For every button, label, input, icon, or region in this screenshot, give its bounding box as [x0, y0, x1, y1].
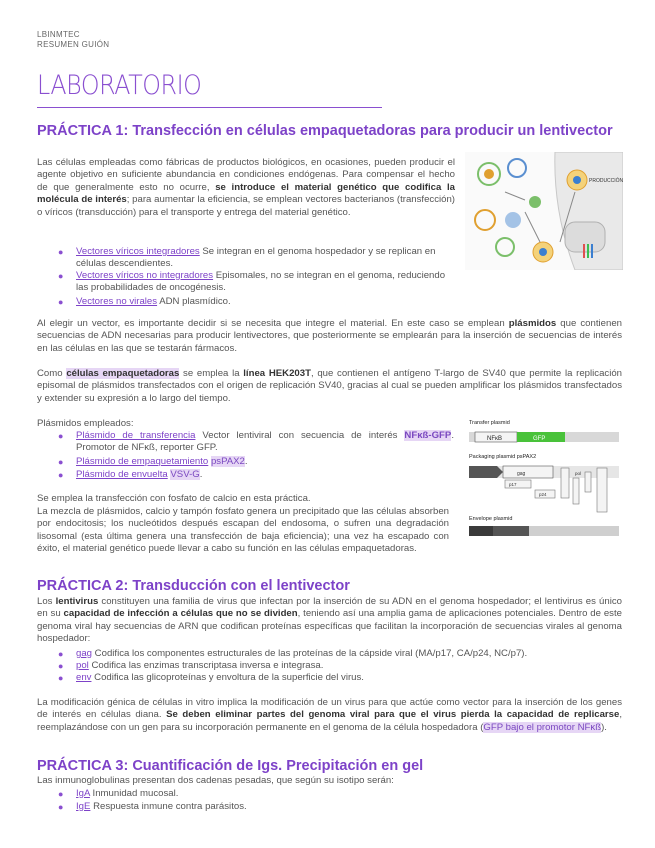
- envelope-plasmid-label: Envelope plasmid: [469, 516, 513, 522]
- list-item: ● IgA Inmunidad mucosal.: [58, 788, 179, 799]
- list-item: ● Vectores víricos integradores Se integran en el genoma hospedador y se replican en células descendientes.: [58, 246, 436, 270]
- practica-2-para-1: Los lentivirus constituyen una familia de virus que infectan por la inserción de su ADN en el genoma hospedador; el lentivirus es único en su capacidad de infección a células que no se dividen, teniendo así una amplia gama de aplicaciones potenciales. Dentro de este genoma viral hay secuencias de ARN que codifican proteínas específicas que facilitan la incorporación de secuencias virales al genoma hospedador:: [37, 596, 622, 645]
- list-item: ● pol Codifica las enzimas transcriptasa inversa e integrasa.: [58, 660, 324, 671]
- ige-link[interactable]: IgE: [76, 801, 91, 812]
- packaging-plasmid-label: Packaging plasmid psPAX2: [469, 454, 537, 460]
- plasmido-transferencia-link[interactable]: Plásmido de transferencia: [76, 430, 196, 441]
- list-item: ● Plásmido de empaquetamiento psPAX2.: [58, 456, 248, 467]
- practica-1-para-3: Como células empaquetadoras se emplea la línea HEK203T, que contienen el antígeno T-largo de SV40 que permite la replicación episomal de plásmidos transfectados con el origen de replicación SV40, gracias al cual se pueden amplificar los plásmidos transfectados y extender su expresión a lo largo del tiempo.: [37, 368, 623, 404]
- gag-gene-label: gag: [517, 471, 526, 477]
- practica-1-intro: Las células empleadas como fábricas de productos biológicos, en ocasiones, pueden producir el agente objetivo en suficiente abundancia en condiciones endógenas. Para compensar el hecho de que generalmente esto no ocurre, se introduce el material genético que codifica la molécula de interés; para aumentar la eficiencia, se emplean vectores bacterianos (transfección) o víricos (transducción) para el transporte y entrega del material genético.: [37, 157, 456, 218]
- gfp-label: GFP: [533, 436, 546, 442]
- practica-1-para-5: La mezcla de plásmidos, calcio y tampón fosfato genera un precipitado que las células absorben por endocitosis; los nucleótidos después escapan del endosoma, o sufren una degradación lisosomal (esta última genera una transfección de baja eficiencia); una vez ha escapado con éxito, el material genético puede llevar a cabo su función en las células empaquetadoras.: [37, 506, 449, 555]
- practica-2-para-2: La modificación génica de células in vitro implica la modificación de un virus para que actúe como vector para la inserción de los genes de interés en células diana. Se deben eliminar partes del genoma viral para que el virus pierda la capacidad de replicarse, reemplazándose con un gen para su incorporación permanente en el genoma de la célula hospedadora (GFP bajo el promotor NFκß).: [37, 697, 623, 733]
- document-header: [37, 30, 109, 50]
- practica-1-para-2: Al elegir un vector, es importante decidir si se necesita que integre el material. En este caso se emplean plásmidos que contienen secuencias de ADN necesarias para producir lentivectores, que posteriormente se emplearán para la inserción de secuencias de interés en las células en las que se testarán fármacos.: [37, 318, 622, 354]
- plasmids-label: Plásmidos empleados:: [37, 418, 134, 429]
- header-subtitle: RESUMEN GUIÓN: [37, 40, 110, 49]
- section-heading-practica-3: PRÁCTICA 3: Cuantificación de Igs. Precipitación en gel: [37, 758, 424, 774]
- list-item: ● Plásmido de transferencia Vector lentiviral con secuencia de interés NFκß-GFP. Promotor de NFκß, reporter GFP.: [58, 430, 454, 454]
- section-heading-practica-1: PRÁCTICA 1: Transfección en células empaquetadoras para producir un lentivector: [37, 123, 613, 139]
- iga-link[interactable]: IgA: [76, 788, 90, 799]
- practica-3-intro: Las inmunoglobulinas presentan dos cadenas pesadas, que según su isotipo serán:: [37, 775, 394, 786]
- list-item: ● gag Codifica los componentes estructurales de las proteínas de la cápside viral (MA/p17, CA/p24, NC/p7).: [58, 648, 528, 659]
- lentivirus-production-diagram: [465, 152, 623, 270]
- vectores-no-integradores-link[interactable]: Vectores víricos no integradores: [76, 270, 214, 281]
- gag-link[interactable]: gag: [76, 648, 93, 659]
- p17-label: p17: [509, 482, 517, 487]
- practica-1-para-4: Se emplea la transfección con fosfato de calcio en esta práctica.: [37, 493, 311, 504]
- list-item: ● IgE Respuesta inmune contra parásitos.: [58, 801, 247, 812]
- pol-gene-label: pol: [575, 471, 582, 476]
- list-item: ● Vectores no virales ADN plasmídico.: [58, 296, 231, 307]
- lentivirus-production-figure: [465, 152, 623, 270]
- list-item: ● env Codifica las glicoproteínas y envoltura de la superficie del virus.: [58, 672, 364, 683]
- plasmido-empaquetamiento-link[interactable]: Plásmido de empaquetamiento: [76, 456, 209, 467]
- plasmido-envuelta-link[interactable]: Plásmido de envuelta: [76, 469, 168, 480]
- header-course-code: LBINMTEC: [37, 30, 80, 39]
- list-item: ● Vectores víricos no integradores Episomales, no se integran en el genoma, reduciendo las probabilidades de oncogénesis.: [58, 270, 446, 294]
- section-heading-practica-2: PRÁCTICA 2: Transducción con el lentivector: [37, 578, 350, 594]
- vectores-no-virales-link[interactable]: Vectores no virales: [76, 296, 158, 307]
- plasmid-maps-figure: [465, 416, 623, 540]
- vectores-integradores-link[interactable]: Vectores víricos integradores: [76, 246, 200, 257]
- nfkb-label: NFκB: [487, 436, 502, 442]
- production-label: PRODUCCIÓN: [589, 178, 623, 184]
- env-link[interactable]: env: [76, 672, 92, 683]
- title-divider: [37, 107, 382, 108]
- plasmid-maps-diagram: [465, 416, 623, 540]
- p24-label: p24: [539, 492, 547, 497]
- list-item: ● Plásmido de envuelta VSV-G.: [58, 469, 203, 480]
- transfer-plasmid-label: Transfer plasmid: [469, 420, 510, 426]
- pol-link[interactable]: pol: [76, 660, 89, 671]
- page-title: LABORATORIO: [37, 70, 202, 101]
